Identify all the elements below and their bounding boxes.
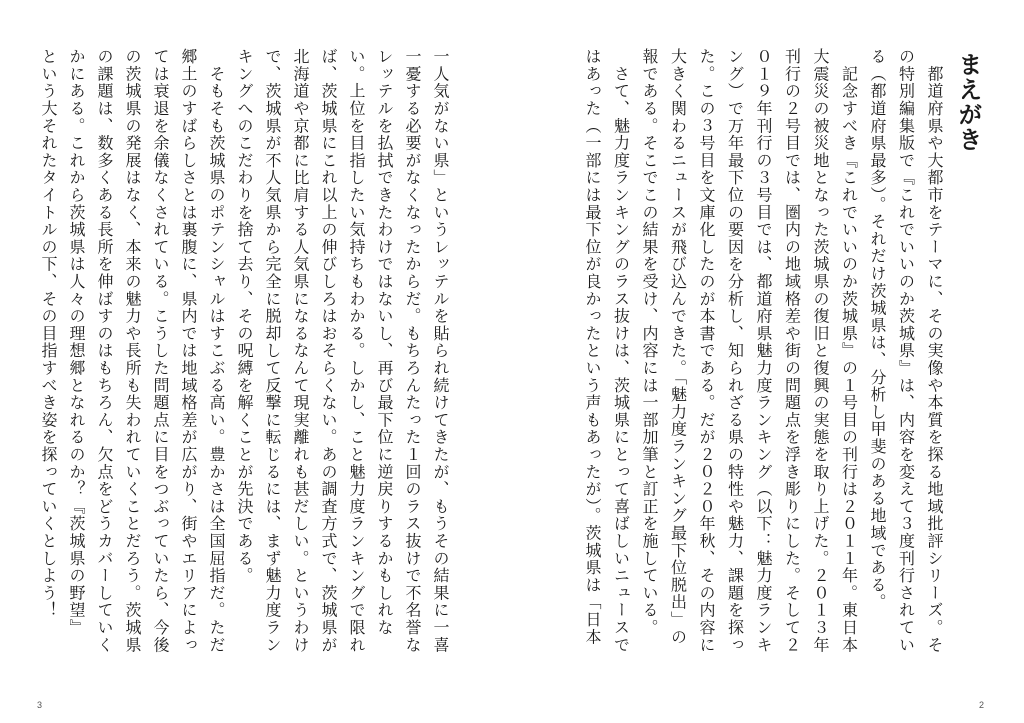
text-column: ては衰退を余儀なくされている。こうした問題点に目をつぶっていたら、今後 xyxy=(151,48,170,654)
text-column: 大震災の被災地となった茨城県の復旧と復興の実態を取り上げた。２０１３年 xyxy=(811,48,830,654)
text-column: た。この３号目を文庫化したのが本書である。だが２０２０年秋、その内容に xyxy=(697,48,716,654)
text-column: 一憂する必要がなくなったからだ。もちろんたった１回のラス抜けで不名誉な xyxy=(403,48,422,654)
text-column: い。上位を目指したい気持ちもわかる。しかし、こと魅力度ランキングで限れ xyxy=(347,48,366,654)
right-page xyxy=(512,0,1024,723)
text-column: ば、茨城県にこれ以上の伸びしろはおそらくない。あの調査方式で、茨城県が xyxy=(319,48,338,654)
text-column: の課題は、数多くある長所を伸ばすのはもちろん、欠点をどうカバーしていく xyxy=(95,48,114,654)
text-column: の茨城県の発展はなく、本来の魅力や長所も失われていくことだろう。茨城県 xyxy=(123,48,142,654)
text-column: 大きく関わるニュースが飛び込んできた。「魅力度ランキング最下位脱出」の xyxy=(668,48,688,646)
chapter-title: まえがき xyxy=(954,52,982,152)
text-column: ング）で万年最下位の要因を分析し、知られざる県の特性や魅力、課題を探っ xyxy=(725,48,745,654)
text-column: 刊行の２号目では、圏内の地域格差や街の問題点を浮き彫りにした。そして２ xyxy=(782,48,802,654)
page-number: 2 xyxy=(978,700,984,710)
body-text xyxy=(578,48,949,693)
text-column: 記念すべき『これでいいのか茨城県』の１号目の刊行は２０１１年。東日本 xyxy=(839,48,859,654)
text-column: 都道府県や大都市をテーマに、その実像や本質を探る地域批評シリーズ。そ xyxy=(925,48,944,654)
page-number: 3 xyxy=(37,700,43,710)
text-column: で、茨城県が不人気県から完全に脱却して反撃に転じるには、まず魅力度ラン xyxy=(263,48,282,654)
text-column: の特別編集版で『これでいいのか茨城県』は、内容を変えて３度刊行されてい xyxy=(896,48,916,654)
text-column: かにある。これから茨城県は人々の理想郷となれるのか？『茨城県の野望』 xyxy=(67,48,86,637)
text-column: 郷土のすばらしさとは裏腹に、県内では地域格差が広がり、街やエリアによっ xyxy=(179,48,198,654)
text-column: レッテルを払拭できたわけではないし、再び最下位に逆戻りするかもしれな xyxy=(375,48,394,637)
body-text xyxy=(34,48,454,693)
text-column: 報である。そこでこの結果を受け、内容には一部加筆と訂正を施している。 xyxy=(640,48,659,637)
text-column: キングへのこだわりを捨て去り、その呪縛を解くことが先決である。 xyxy=(235,48,254,585)
text-column: という大それたタイトルの下、その目指すべき姿を探っていくとしよう！ xyxy=(39,48,58,619)
text-column: 北海道や京都に比肩する人気県になるなんて現実離れも甚だしい。というわけ xyxy=(291,48,310,654)
text-column: ０１９年刊行の３号目では、都道府県魅力度ランキング（以下：魅力度ランキ xyxy=(754,48,773,654)
text-column: 一人気がない県」というレッテルを貼られ続けてきたが、もうその結果に一喜 xyxy=(431,48,450,654)
text-column: そもそも茨城県のポテンシャルはすこぶる高い。豊かさは全国屈指だ。ただ xyxy=(207,48,226,654)
text-column: る（都道府県最多）。それだけ茨城県は、分析し甲斐のある地域である。 xyxy=(868,48,887,611)
text-column: はあった（一部には最下位が良かったという声もあったが）。茨城県は「日本 xyxy=(583,48,602,646)
text-column: さて、魅力度ランキングのラス抜けは、茨城県にとって喜ばしいニュースで xyxy=(611,48,631,654)
